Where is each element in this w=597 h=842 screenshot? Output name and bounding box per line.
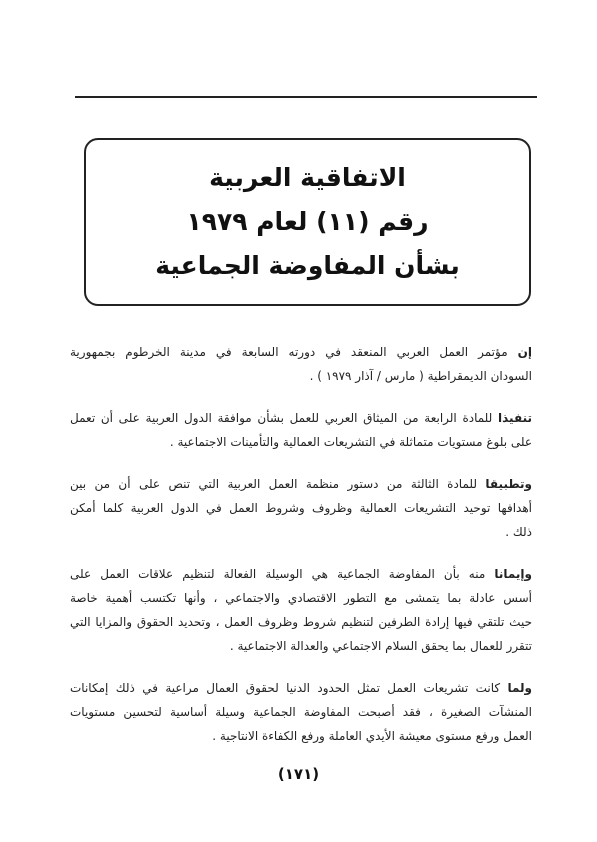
paragraph-line: أهدافها توحيد التشريعات العمالية وظروف وشروط العمل في الدول العربية كلما أمكن [70,501,532,515]
paragraph-line-text: للمادة الثالثة من دستور منظمة العمل العربية التي تنص على أن من بين [70,477,486,491]
paragraph-line: السودان الديمقراطية ( مارس / آذار ١٩٧٩ ) . [309,369,532,383]
paragraph-line: المنشآت الصغيرة ، فقد أصبحت المفاوضة الجماعية وسيلة أساسية لتحسين مستويات [70,705,532,719]
title-line-3: بشأن المفاوضة الجماعية [155,251,460,280]
paragraph-5 [70,676,532,748]
paragraph-line: ذلك . [505,525,532,539]
paragraph-4 [70,562,532,658]
paragraph-line-text: للمادة الرابعة من الميثاق العربي للعمل بشأن موافقة الدول العربية على أن تعمل [70,411,499,425]
header-rule [75,96,537,98]
body-text [70,340,532,766]
paragraph-line [70,676,532,700]
title-line-2: رقم (١١) لعام ١٩٧٩ [186,207,429,236]
paragraph-line-text: منه بأن المفاوضة الجماعية هي الوسيلة الفعالة لتنظيم علاقات العمل على [70,567,495,581]
title-line-1: الاتفاقية العربية [209,163,406,192]
paragraph-line: تتقرر للعمال بما يحقق السلام الاجتماعي والعدالة الاجتماعية . [229,639,532,653]
paragraph-line [70,406,532,430]
paragraph-lead-word: تنفيذا [498,411,532,425]
paragraph-line: أسس عادلة بما يتمشى مع التطور الاقتصادي والاجتماعي ، وأنها تكتسب أهمية خاصة [70,591,532,605]
page-number: (١٧١) [277,765,320,783]
paragraph-line-text: كانت تشريعات العمل تمثل الحدود الدنيا لحقوق العمال مراعية في ذلك إمكانات [70,681,508,695]
title-box [84,138,531,306]
paragraph-lead-word: وتطبيقا [485,477,532,491]
paragraph-lead-word: ولما [507,681,532,695]
paragraph-3 [70,472,532,544]
paragraph-line [70,562,532,586]
paragraph-line [70,340,532,364]
paragraph-line: حيث تلتقي فيها إرادة الطرفين لتنظيم شروط وظروف العمل ، وتحديد الحقوق والمزايا التي [70,615,532,629]
paragraph-line: العمل ورفع مستوى معيشة الأيدي العاملة ورفع الكفاءة الانتاجية . [212,729,532,743]
paragraph-line-text: مؤتمر العمل العربي المنعقد في دورته السابعة في مدينة الخرطوم بجمهورية [70,345,518,359]
paragraph-lead-word: وإيمانا [494,567,532,581]
paragraph-lead-word: إن [517,345,532,359]
paragraph-line [70,472,532,496]
paragraph-2 [70,406,532,454]
paragraph-1 [70,340,532,388]
paragraph-line: على بلوغ مستويات متماثلة في التشريعات العمالية والتأمينات الاجتماعية . [169,435,532,449]
